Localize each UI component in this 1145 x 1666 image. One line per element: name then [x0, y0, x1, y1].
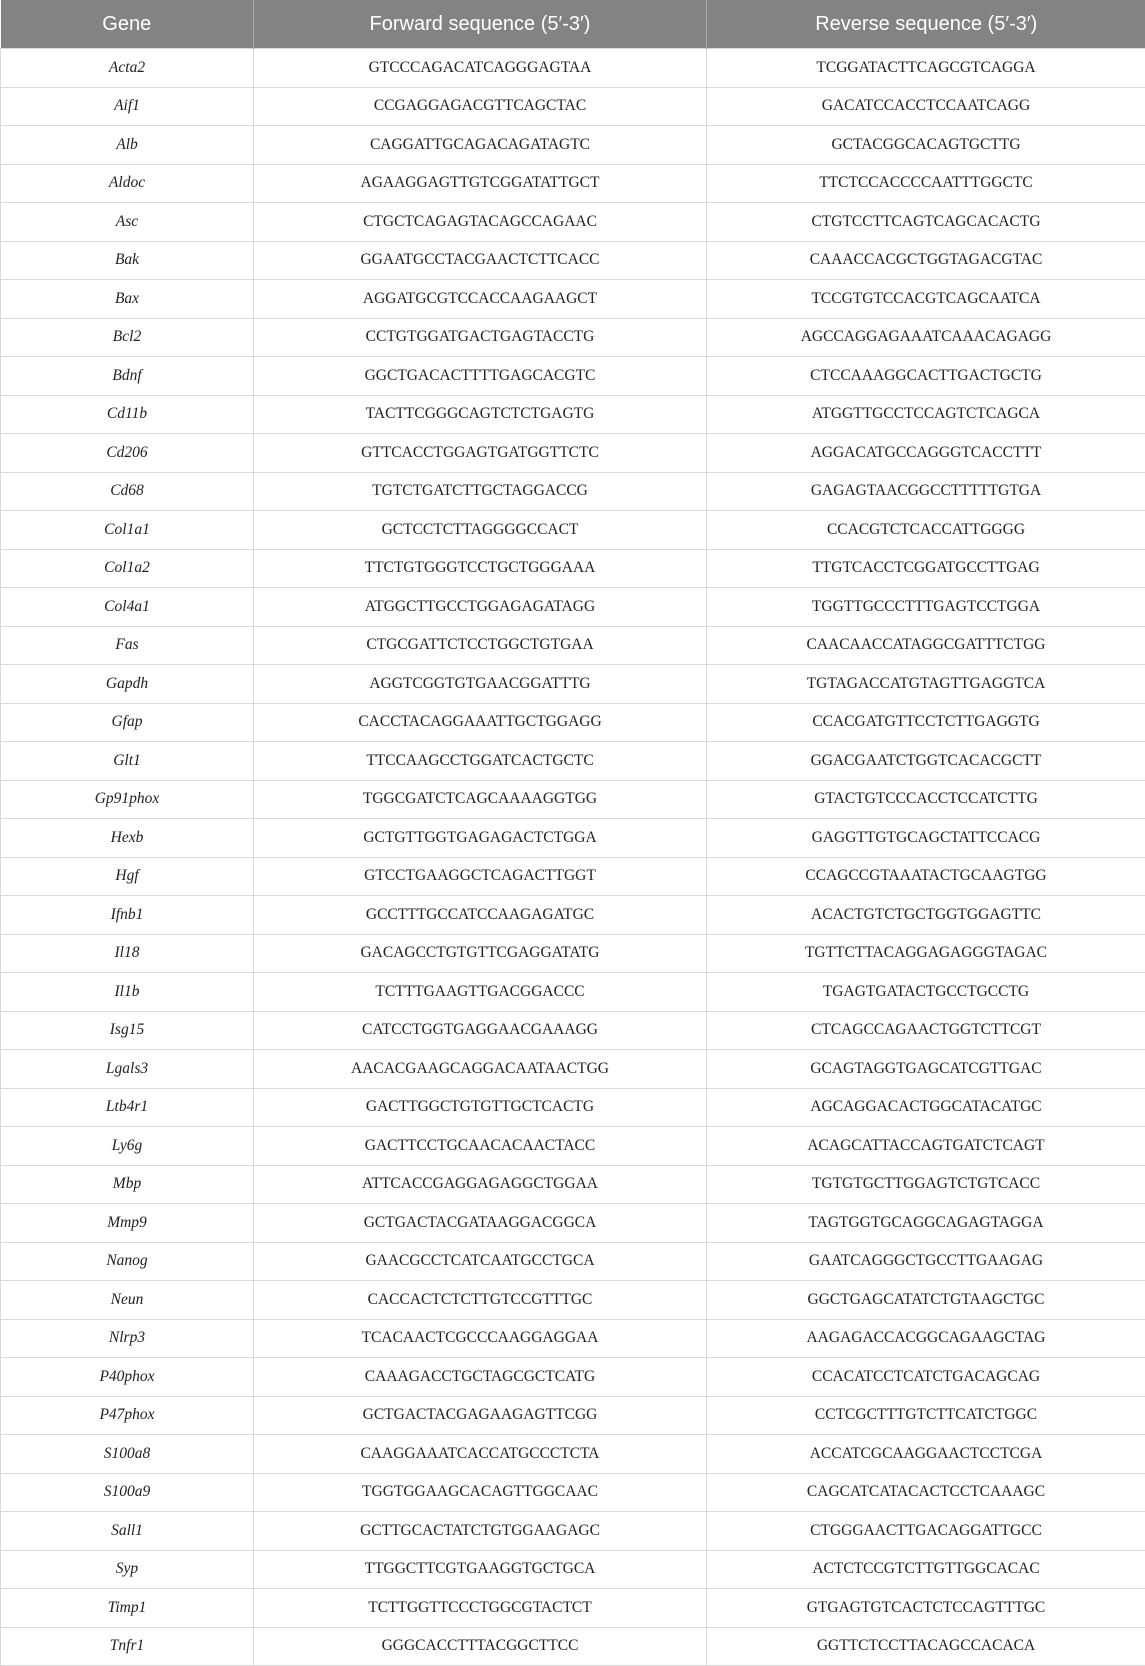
gene-cell: Lgals3 [1, 1050, 254, 1089]
forward-sequence-cell: GTCCCAGACATCAGGGAGTAA [254, 49, 707, 88]
reverse-sequence-cell: ATGGTTGCCTCCAGTCTCAGCA [707, 395, 1145, 434]
gene-cell: Col4a1 [1, 588, 254, 627]
gene-cell: Sall1 [1, 1512, 254, 1551]
reverse-sequence-cell: GGTTCTCCTTACAGCCACACA [707, 1627, 1145, 1666]
table-row [1, 241, 1145, 280]
table-row [1, 1242, 1145, 1281]
forward-sequence-cell: TGGTGGAAGCACAGTTGGCAAC [254, 1473, 707, 1512]
reverse-sequence-cell: CCACATCCTCATCTGACAGCAG [707, 1358, 1145, 1397]
forward-sequence-cell: CCTGTGGATGACTGAGTACCTG [254, 318, 707, 357]
forward-sequence-cell: CACCTACAGGAAATTGCTGGAGG [254, 703, 707, 742]
forward-sequence-cell: GCTGTTGGTGAGAGACTCTGGA [254, 819, 707, 858]
gene-cell: Syp [1, 1550, 254, 1589]
reverse-sequence-cell: CAGCATCATACACTCCTCAAAGC [707, 1473, 1145, 1512]
reverse-sequence-cell: GACATCCACCTCCAATCAGG [707, 87, 1145, 126]
forward-sequence-cell: GGAATGCCTACGAACTCTTCACC [254, 241, 707, 280]
gene-cell: S100a9 [1, 1473, 254, 1512]
forward-sequence-cell: CCGAGGAGACGTTCAGCTAC [254, 87, 707, 126]
gene-cell: Acta2 [1, 49, 254, 88]
reverse-sequence-cell: CCACGTCTCACCATTGGGG [707, 511, 1145, 550]
reverse-sequence-cell: CAACAACCATAGGCGATTTCTGG [707, 626, 1145, 665]
forward-sequence-cell: GTCCTGAAGGCTCAGACTTGGT [254, 857, 707, 896]
table-row [1, 1435, 1145, 1474]
gene-cell: Il18 [1, 934, 254, 973]
gene-cell: Aldoc [1, 164, 254, 203]
forward-sequence-cell: CTGCGATTCTCCTGGCTGTGAA [254, 626, 707, 665]
table-row [1, 1512, 1145, 1551]
table-row [1, 1204, 1145, 1243]
reverse-sequence-cell: GTACTGTCCCACCTCCATCTTG [707, 780, 1145, 819]
reverse-sequence-cell: TCGGATACTTCAGCGTCAGGA [707, 49, 1145, 88]
gene-cell: Bcl2 [1, 318, 254, 357]
reverse-sequence-cell: CAAACCACGCTGGTAGACGTAC [707, 241, 1145, 280]
forward-sequence-cell: GCCTTTGCCATCCAAGAGATGC [254, 896, 707, 935]
table-row [1, 49, 1145, 88]
reverse-sequence-cell: CCACGATGTTCCTCTTGAGGTG [707, 703, 1145, 742]
reverse-sequence-cell: AGCAGGACACTGGCATACATGC [707, 1088, 1145, 1127]
table-row [1, 203, 1145, 242]
forward-sequence-cell: TTCTGTGGGTCCTGCTGGGAAA [254, 549, 707, 588]
table-row [1, 1050, 1145, 1089]
column-header-gene: Gene [1, 0, 254, 49]
forward-sequence-cell: GCTCCTCTTAGGGGCCACT [254, 511, 707, 550]
gene-cell: Neun [1, 1281, 254, 1320]
forward-sequence-cell: GAACGCCTCATCAATGCCTGCA [254, 1242, 707, 1281]
gene-cell: Cd206 [1, 434, 254, 473]
gene-cell: S100a8 [1, 1435, 254, 1474]
reverse-sequence-cell: CTGTCCTTCAGTCAGCACACTG [707, 203, 1145, 242]
forward-sequence-cell: TGTCTGATCTTGCTAGGACCG [254, 472, 707, 511]
reverse-sequence-cell: GAGGTTGTGCAGCTATTCCACG [707, 819, 1145, 858]
gene-cell: Hexb [1, 819, 254, 858]
forward-sequence-cell: AGGATGCGTCCACCAAGAAGCT [254, 280, 707, 319]
header-row [1, 0, 1145, 49]
reverse-sequence-cell: CCTCGCTTTGTCTTCATCTGGC [707, 1396, 1145, 1435]
forward-sequence-cell: CATCCTGGTGAGGAACGAAAGG [254, 1011, 707, 1050]
table-row [1, 1011, 1145, 1050]
table-row [1, 1396, 1145, 1435]
forward-sequence-cell: GACTTCCTGCAACACAACTACC [254, 1127, 707, 1166]
reverse-sequence-cell: TGTGTGCTTGGAGTCTGTCACC [707, 1165, 1145, 1204]
gene-cell: Il1b [1, 973, 254, 1012]
gene-cell: P40phox [1, 1358, 254, 1397]
forward-sequence-cell: GTTCACCTGGAGTGATGGTTCTC [254, 434, 707, 473]
table-row [1, 857, 1145, 896]
reverse-sequence-cell: ACACTGTCTGCTGGTGGAGTTC [707, 896, 1145, 935]
table-row [1, 588, 1145, 627]
table-body [1, 49, 1145, 1666]
forward-sequence-cell: GCTGACTACGAGAAGAGTTCGG [254, 1396, 707, 1435]
table-row [1, 819, 1145, 858]
reverse-sequence-cell: AGCCAGGAGAAATCAAACAGAGG [707, 318, 1145, 357]
table-row [1, 1281, 1145, 1320]
table-row [1, 1589, 1145, 1628]
column-header-forward-sequence: Forward sequence (5′-3′) [254, 0, 707, 49]
forward-sequence-cell: CACCACTCTCTTGTCCGTTTGC [254, 1281, 707, 1320]
forward-sequence-cell: AGAAGGAGTTGTCGGATATTGCT [254, 164, 707, 203]
gene-cell: Mbp [1, 1165, 254, 1204]
table-header [1, 0, 1145, 49]
forward-sequence-cell: CTGCTCAGAGTACAGCCAGAAC [254, 203, 707, 242]
table-row [1, 934, 1145, 973]
table-row [1, 1319, 1145, 1358]
gene-cell: Nanog [1, 1242, 254, 1281]
column-header-reverse-sequence: Reverse sequence (5′-3′) [707, 0, 1145, 49]
forward-sequence-cell: TCACAACTCGCCCAAGGAGGAA [254, 1319, 707, 1358]
forward-sequence-cell: TGGCGATCTCAGCAAAAGGTGG [254, 780, 707, 819]
table-row [1, 395, 1145, 434]
gene-cell: Gp91phox [1, 780, 254, 819]
gene-cell: Bdnf [1, 357, 254, 396]
gene-cell: Col1a1 [1, 511, 254, 550]
gene-cell: P47phox [1, 1396, 254, 1435]
table-row [1, 87, 1145, 126]
forward-sequence-cell: ATTCACCGAGGAGAGGCTGGAA [254, 1165, 707, 1204]
table-row [1, 626, 1145, 665]
table-row [1, 1088, 1145, 1127]
gene-cell: Hgf [1, 857, 254, 896]
reverse-sequence-cell: TCCGTGTCCACGTCAGCAATCA [707, 280, 1145, 319]
table-row [1, 164, 1145, 203]
table-row [1, 280, 1145, 319]
gene-cell: Ltb4r1 [1, 1088, 254, 1127]
forward-sequence-cell: TTCCAAGCCTGGATCACTGCTC [254, 742, 707, 781]
reverse-sequence-cell: CTGGGAACTTGACAGGATTGCC [707, 1512, 1145, 1551]
forward-sequence-cell: GACTTGGCTGTGTTGCTCACTG [254, 1088, 707, 1127]
reverse-sequence-cell: AGGACATGCCAGGGTCACCTTT [707, 434, 1145, 473]
forward-sequence-cell: AGGTCGGTGTGAACGGATTTG [254, 665, 707, 704]
gene-cell: Ly6g [1, 1127, 254, 1166]
gene-cell: Bak [1, 241, 254, 280]
reverse-sequence-cell: CCAGCCGTAAATACTGCAAGTGG [707, 857, 1145, 896]
gene-cell: Aif1 [1, 87, 254, 126]
reverse-sequence-cell: TGTTCTTACAGGAGAGGGTAGAC [707, 934, 1145, 973]
forward-sequence-cell: CAAGGAAATCACCATGCCCTCTA [254, 1435, 707, 1474]
reverse-sequence-cell: GGCTGAGCATATCTGTAAGCTGC [707, 1281, 1145, 1320]
gene-cell: Gapdh [1, 665, 254, 704]
forward-sequence-cell: TCTTGGTTCCCTGGCGTACTCT [254, 1589, 707, 1628]
gene-cell: Alb [1, 126, 254, 165]
gene-cell: Cd68 [1, 472, 254, 511]
reverse-sequence-cell: ACCATCGCAAGGAACTCCTCGA [707, 1435, 1145, 1474]
table-row [1, 1473, 1145, 1512]
reverse-sequence-cell: ACAGCATTACCAGTGATCTCAGT [707, 1127, 1145, 1166]
table-row [1, 472, 1145, 511]
reverse-sequence-cell: TAGTGGTGCAGGCAGAGTAGGA [707, 1204, 1145, 1243]
table-row [1, 665, 1145, 704]
forward-sequence-cell: TCTTTGAAGTTGACGGACCC [254, 973, 707, 1012]
gene-cell: Ifnb1 [1, 896, 254, 935]
table-row [1, 973, 1145, 1012]
gene-cell: Isg15 [1, 1011, 254, 1050]
reverse-sequence-cell: TTCTCCACCCCAATTTGGCTC [707, 164, 1145, 203]
gene-cell: Tnfr1 [1, 1627, 254, 1666]
reverse-sequence-cell: TGTAGACCATGTAGTTGAGGTCA [707, 665, 1145, 704]
forward-sequence-cell: CAGGATTGCAGACAGATAGTC [254, 126, 707, 165]
reverse-sequence-cell: TGGTTGCCCTTTGAGTCCTGGA [707, 588, 1145, 627]
reverse-sequence-cell: GTGAGTGTCACTCTCCAGTTTGC [707, 1589, 1145, 1628]
gene-cell: Bax [1, 280, 254, 319]
table-row [1, 434, 1145, 473]
forward-sequence-cell: GGGCACCTTTACGGCTTCC [254, 1627, 707, 1666]
table-row [1, 1358, 1145, 1397]
forward-sequence-cell: GCTTGCACTATCTGTGGAAGAGC [254, 1512, 707, 1551]
forward-sequence-cell: TACTTCGGGCAGTCTCTGAGTG [254, 395, 707, 434]
forward-sequence-cell: AACACGAAGCAGGACAATAACTGG [254, 1050, 707, 1089]
reverse-sequence-cell: GAGAGTAACGGCCTTTTTGTGA [707, 472, 1145, 511]
table-row [1, 357, 1145, 396]
forward-sequence-cell: GGCTGACACTTTTGAGCACGTC [254, 357, 707, 396]
table-row [1, 511, 1145, 550]
reverse-sequence-cell: CTCAGCCAGAACTGGTCTTCGT [707, 1011, 1145, 1050]
gene-cell: Col1a2 [1, 549, 254, 588]
table-row [1, 1550, 1145, 1589]
gene-cell: Timp1 [1, 1589, 254, 1628]
forward-sequence-cell: TTGGCTTCGTGAAGGTGCTGCA [254, 1550, 707, 1589]
table-row [1, 703, 1145, 742]
reverse-sequence-cell: GAATCAGGGCTGCCTTGAAGAG [707, 1242, 1145, 1281]
table-row [1, 318, 1145, 357]
table-row [1, 780, 1145, 819]
reverse-sequence-cell: AAGAGACCACGGCAGAAGCTAG [707, 1319, 1145, 1358]
gene-cell: Nlrp3 [1, 1319, 254, 1358]
table-row [1, 549, 1145, 588]
forward-sequence-cell: GACAGCCTGTGTTCGAGGATATG [254, 934, 707, 973]
reverse-sequence-cell: CTCCAAAGGCACTTGACTGCTG [707, 357, 1145, 396]
gene-cell: Mmp9 [1, 1204, 254, 1243]
gene-cell: Gfap [1, 703, 254, 742]
reverse-sequence-cell: GGACGAATCTGGTCACACGCTT [707, 742, 1145, 781]
table-row [1, 1127, 1145, 1166]
table-row [1, 896, 1145, 935]
reverse-sequence-cell: ACTCTCCGTCTTGTTGGCACAC [707, 1550, 1145, 1589]
table-row [1, 1627, 1145, 1666]
table-row [1, 1165, 1145, 1204]
table-row [1, 742, 1145, 781]
table-row [1, 126, 1145, 165]
reverse-sequence-cell: TGAGTGATACTGCCTGCCTG [707, 973, 1145, 1012]
gene-cell: Fas [1, 626, 254, 665]
reverse-sequence-cell: TTGTCACCTCGGATGCCTTGAG [707, 549, 1145, 588]
reverse-sequence-cell: GCAGTAGGTGAGCATCGTTGAC [707, 1050, 1145, 1089]
gene-cell: Glt1 [1, 742, 254, 781]
gene-cell: Cd11b [1, 395, 254, 434]
forward-sequence-cell: CAAAGACCTGCTAGCGCTCATG [254, 1358, 707, 1397]
forward-sequence-cell: GCTGACTACGATAAGGACGGCA [254, 1204, 707, 1243]
forward-sequence-cell: ATGGCTTGCCTGGAGAGATAGG [254, 588, 707, 627]
gene-cell: Asc [1, 203, 254, 242]
reverse-sequence-cell: GCTACGGCACAGTGCTTG [707, 126, 1145, 165]
